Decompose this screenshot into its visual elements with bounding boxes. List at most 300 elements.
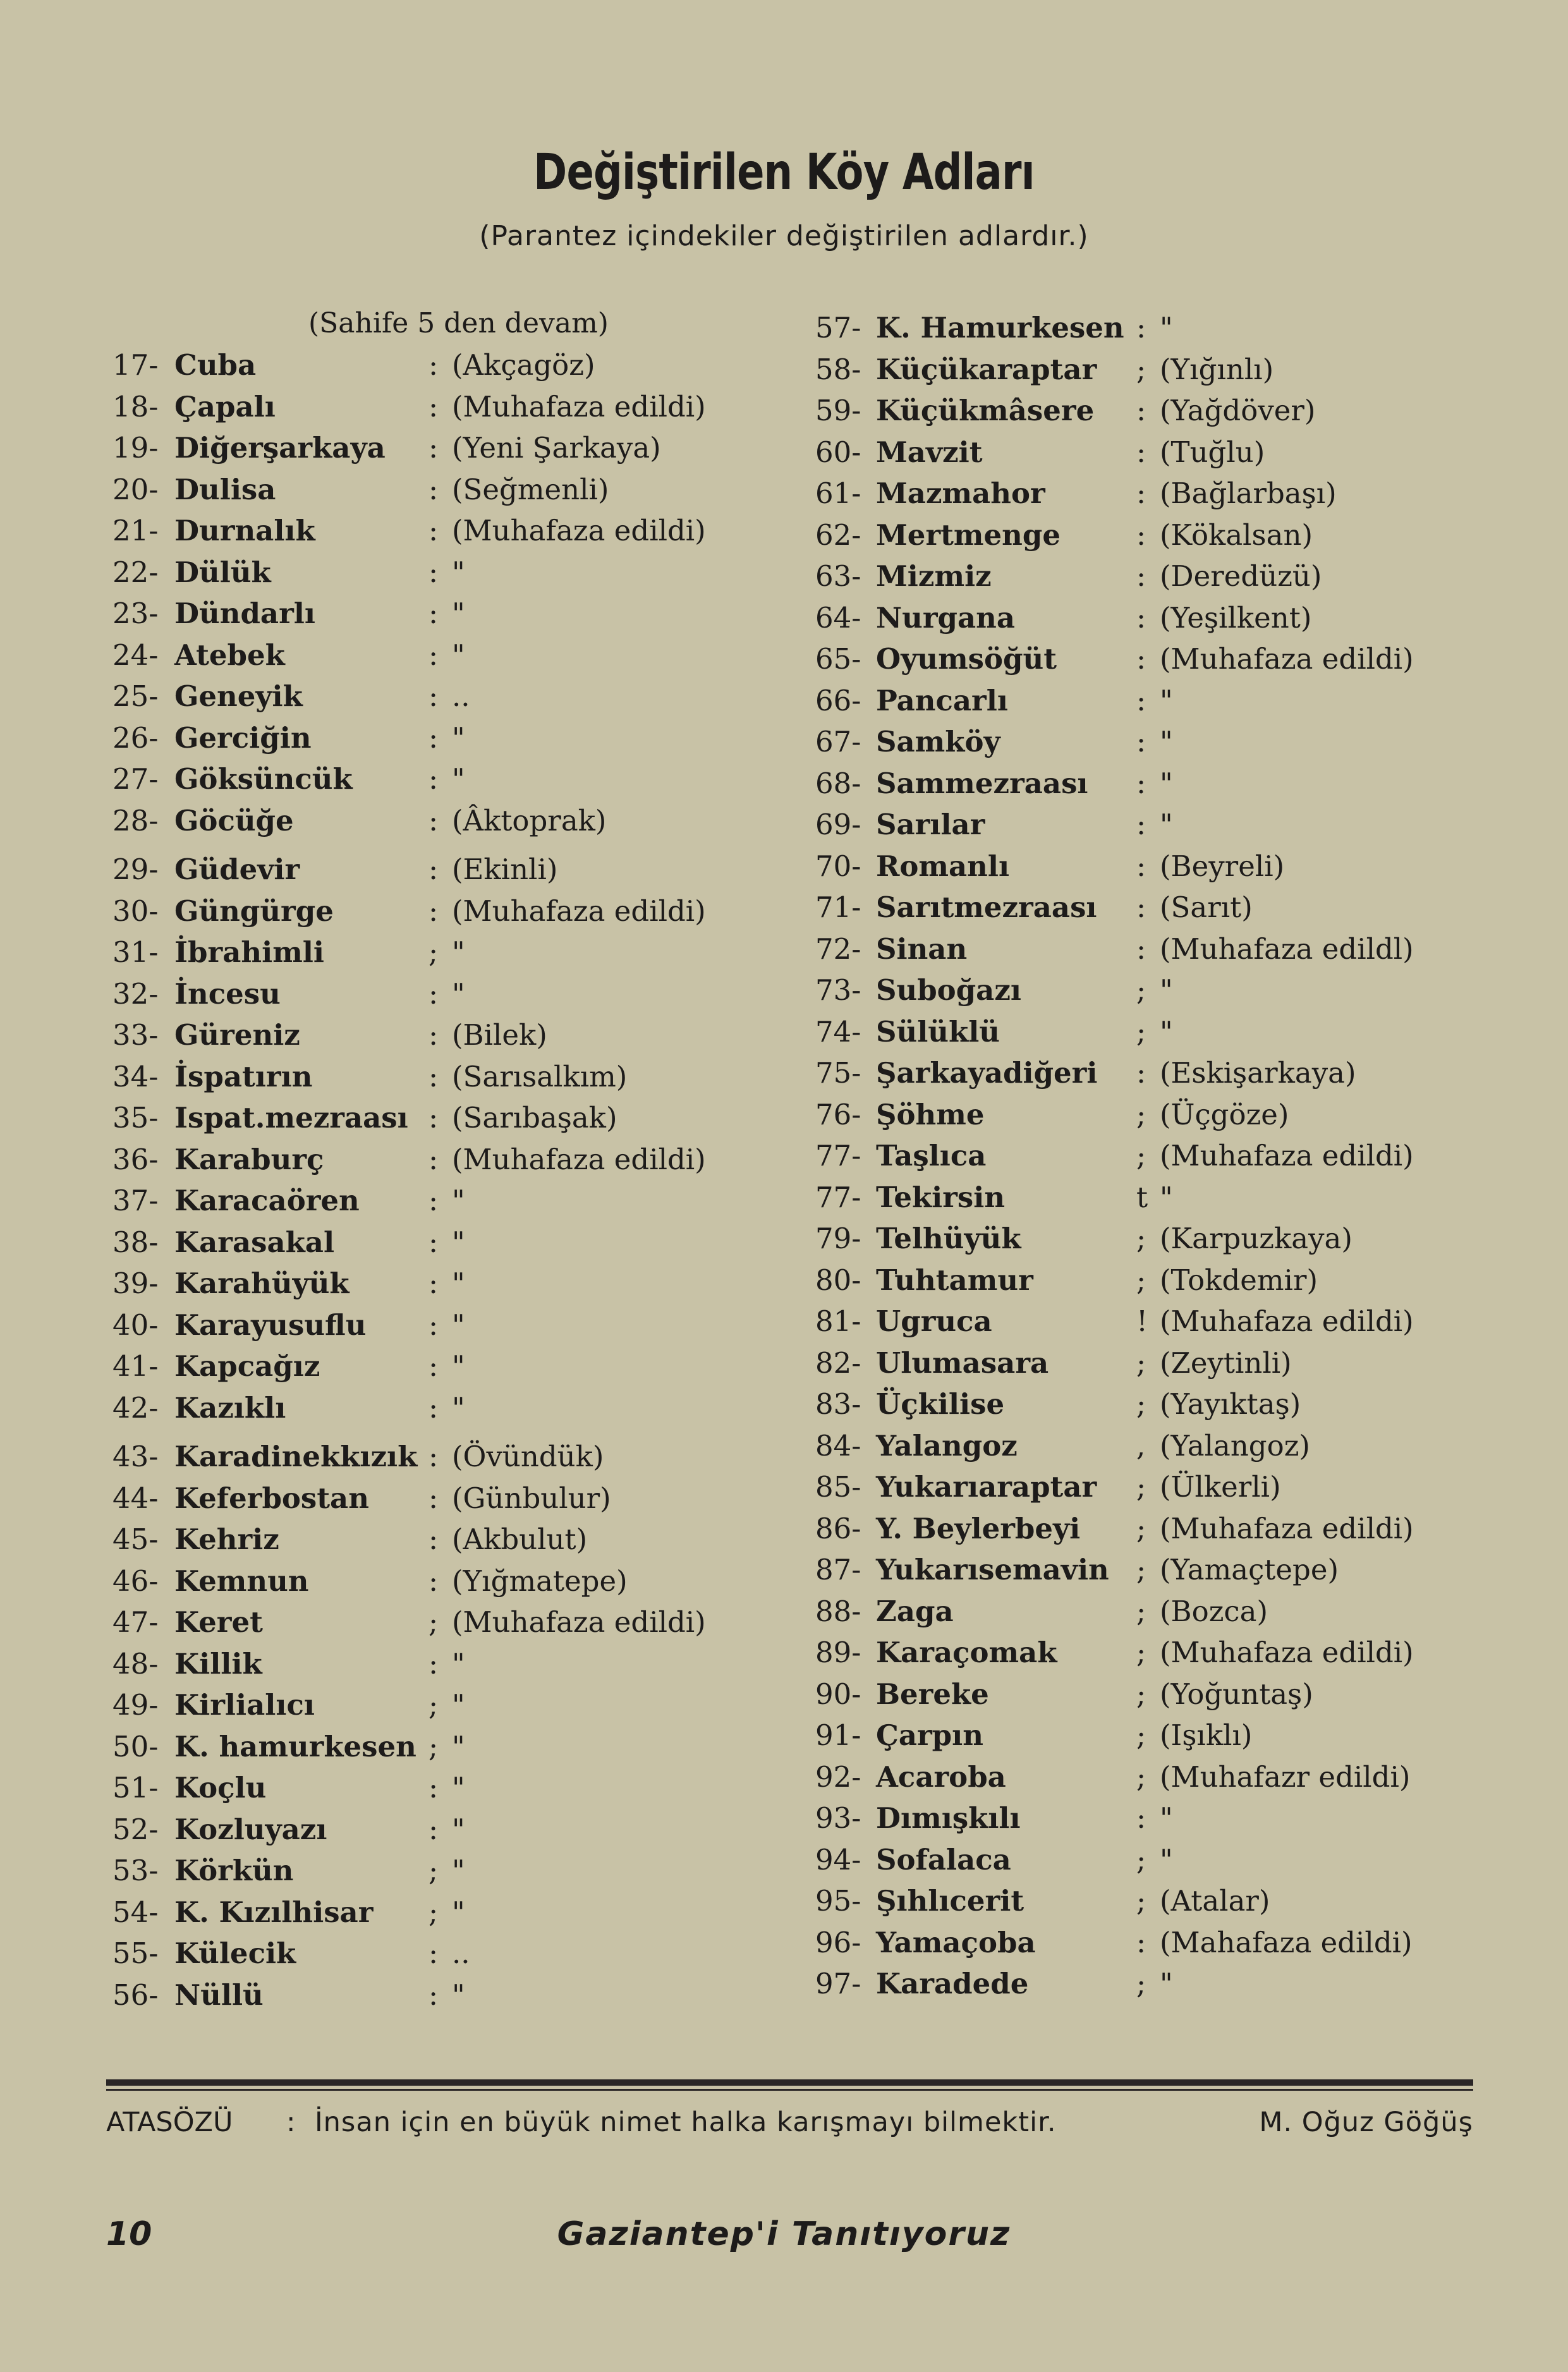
village-number: 86-: [815, 1511, 861, 1545]
village-number: 63-: [815, 559, 861, 593]
village-separator: :: [428, 1812, 439, 1846]
village-separator: :: [428, 1937, 439, 1970]
village-row: [112, 427, 776, 469]
village-new-name: ": [452, 1688, 465, 1722]
village-old-name: Külecik: [174, 1937, 296, 1970]
village-old-name: İbrahimli: [174, 935, 324, 969]
village-separator: :: [428, 1308, 439, 1342]
village-old-name: Killik: [174, 1646, 262, 1681]
village-new-name: (Mahafaza edildi): [1160, 1925, 1413, 1959]
village-separator: ;: [1136, 1346, 1146, 1380]
village-row: [112, 1809, 776, 1851]
village-old-name: Gerciğin: [174, 721, 312, 755]
village-new-name: ": [452, 1390, 465, 1425]
village-number: 77-: [815, 1180, 861, 1214]
village-separator: :: [428, 762, 439, 796]
village-separator: :: [428, 1349, 439, 1383]
village-new-name: (Yığmatepe): [452, 1564, 628, 1598]
village-new-name: (Bağlarbaşı): [1160, 477, 1337, 510]
village-number: 38-: [112, 1225, 159, 1259]
village-row: [815, 928, 1542, 970]
village-new-name: (Beyreli): [1160, 849, 1285, 883]
village-row: [815, 1674, 1542, 1715]
village-old-name: Karasakal: [174, 1225, 335, 1259]
village-old-name: Durnalık: [174, 514, 315, 547]
village-number: 18-: [112, 389, 159, 423]
divider-rule: [106, 2079, 1473, 2086]
village-row: [815, 680, 1542, 722]
village-old-name: Şöhme: [876, 1097, 985, 1131]
village-row: [815, 1218, 1542, 1260]
village-row: [112, 758, 776, 800]
village-row: [112, 510, 776, 552]
village-row: [112, 891, 776, 932]
village-number: 24-: [112, 638, 159, 672]
village-separator: :: [428, 1440, 439, 1473]
village-old-name: Karadede: [876, 1967, 1029, 2000]
village-row: [815, 1135, 1542, 1177]
village-new-name: (Akbulut): [452, 1523, 588, 1556]
village-separator: :: [428, 1267, 439, 1300]
village-number: 65-: [815, 642, 861, 676]
village-new-name: ": [1160, 311, 1173, 344]
village-new-name: ": [1160, 808, 1173, 841]
village-number: 92-: [815, 1760, 861, 1794]
village-number: 95-: [815, 1884, 861, 1918]
village-new-name: (Bozca): [1160, 1594, 1268, 1628]
village-row: [112, 1892, 776, 1933]
village-old-name: Körkün: [174, 1854, 294, 1887]
village-separator: ;: [428, 1688, 439, 1722]
village-row: [815, 307, 1542, 349]
village-number: 36-: [112, 1142, 159, 1176]
village-old-name: Kehriz: [174, 1523, 279, 1556]
village-number: 94-: [815, 1842, 861, 1876]
village-old-name: İspatırın: [174, 1059, 313, 1093]
village-row: [112, 849, 776, 891]
village-new-name: ": [452, 721, 465, 755]
proverb-author: M. Oğuz Göğüş: [1259, 2107, 1473, 2138]
village-row: [112, 1346, 776, 1387]
village-separator: :: [428, 348, 439, 382]
village-row: [112, 1560, 776, 1602]
village-number: 26-: [112, 721, 159, 755]
village-separator: ;: [428, 1605, 439, 1639]
village-number: 28-: [112, 803, 159, 837]
village-new-name: ": [1160, 973, 1173, 1007]
village-old-name: Kazıklı: [174, 1390, 286, 1425]
village-new-name: ": [452, 762, 465, 796]
village-row: [112, 1180, 776, 1222]
village-separator: ;: [1136, 1139, 1146, 1172]
village-old-name: Çarpın: [876, 1718, 983, 1752]
village-row: [112, 1305, 776, 1346]
village-new-name: ..: [452, 679, 470, 713]
village-row: [112, 1222, 776, 1263]
village-number: 83-: [815, 1387, 861, 1421]
village-row: [815, 1508, 1542, 1550]
village-new-name: (Yeşilkent): [1160, 600, 1312, 635]
village-row: [815, 473, 1542, 514]
village-row: [112, 1726, 776, 1768]
village-row: [815, 514, 1542, 556]
village-old-name: Karaçomak: [876, 1636, 1057, 1669]
village-number: 33-: [112, 1018, 159, 1052]
village-row: [112, 1097, 776, 1139]
village-old-name: Üçkilise: [876, 1387, 1005, 1421]
village-new-name: (Akçagöz): [452, 348, 595, 382]
village-row: [815, 1425, 1542, 1467]
village-old-name: Karaburç: [174, 1142, 324, 1176]
village-old-name: Sülüklü: [876, 1014, 1000, 1049]
village-new-name: (Muhafaza edildi): [452, 389, 706, 423]
village-new-name: ": [452, 976, 465, 1011]
village-new-name: (Sarıt): [1160, 891, 1253, 924]
village-number: 37-: [112, 1184, 159, 1217]
village-new-name: ": [1160, 1842, 1173, 1876]
proverb-text: İnsan için en büyük nimet halka karışmayı bilmektir.: [315, 2107, 1057, 2138]
village-row: [112, 469, 776, 511]
village-new-name: ": [452, 1225, 465, 1259]
village-row: [815, 1384, 1542, 1425]
village-number: 64-: [815, 600, 861, 635]
village-row: [112, 344, 776, 386]
village-separator: :: [428, 853, 439, 886]
village-number: 74-: [815, 1014, 861, 1049]
village-row: [112, 800, 776, 842]
village-old-name: Sofalaca: [876, 1842, 1011, 1876]
village-separator: :: [428, 1978, 439, 2012]
village-old-name: Nüllü: [174, 1978, 264, 2012]
village-separator: ;: [1136, 1884, 1146, 1918]
village-new-name: (Bilek): [452, 1018, 547, 1052]
village-old-name: Atebek: [174, 638, 285, 672]
village-separator: :: [1136, 766, 1146, 800]
village-separator: ;: [1136, 1760, 1146, 1794]
village-row: [815, 804, 1542, 846]
village-row: [815, 390, 1542, 432]
village-old-name: Koçlu: [174, 1771, 267, 1804]
village-separator: ;: [428, 1854, 439, 1887]
village-old-name: Güreniz: [174, 1018, 300, 1052]
proverb-separator: :: [286, 2107, 296, 2138]
village-separator: :: [428, 1771, 439, 1804]
village-separator: :: [428, 721, 439, 755]
village-new-name: ": [452, 1978, 465, 2012]
village-row: [815, 1011, 1542, 1053]
village-row: [815, 1839, 1542, 1881]
village-number: 57-: [815, 311, 861, 344]
village-number: 43-: [112, 1440, 159, 1473]
village-separator: :: [428, 1564, 439, 1598]
village-old-name: Kemnun: [174, 1564, 309, 1598]
village-row: [815, 432, 1542, 473]
village-new-name: (Yeni Şarkaya): [452, 431, 661, 465]
village-new-name: (Muhafaza edildi): [1160, 1139, 1414, 1172]
village-separator: :: [428, 1018, 439, 1052]
village-number: 32-: [112, 976, 159, 1011]
village-new-name: (Günbulur): [452, 1481, 611, 1515]
village-separator: :: [428, 555, 439, 589]
village-old-name: Dulisa: [174, 472, 276, 506]
village-row: [112, 1056, 776, 1098]
village-new-name: (Tokdemir): [1160, 1263, 1318, 1297]
village-separator: :: [428, 431, 439, 465]
village-row: [112, 1263, 776, 1305]
village-number: 31-: [112, 935, 159, 969]
village-number: 30-: [112, 894, 159, 928]
right-village-list: [815, 307, 1542, 2005]
page-subtitle: (Parantez içindekiler değiştirilen adlardır.): [479, 220, 1089, 252]
village-new-name: (Sarıbaşak): [452, 1101, 617, 1134]
village-new-name: (Muhafaza edildi): [452, 894, 706, 928]
village-new-name: ": [452, 935, 465, 969]
village-number: 72-: [815, 932, 861, 966]
village-number: 67-: [815, 725, 861, 758]
village-row: [815, 349, 1542, 391]
village-number: 71-: [815, 891, 861, 924]
village-separator: :: [428, 1646, 439, 1681]
village-old-name: Romanlı: [876, 849, 1010, 883]
village-separator: ;: [1136, 1511, 1146, 1545]
village-number: 42-: [112, 1390, 159, 1425]
village-old-name: Taşlıca: [876, 1139, 987, 1172]
village-row: [815, 721, 1542, 763]
village-old-name: Karacaören: [174, 1184, 360, 1217]
village-separator: :: [428, 1184, 439, 1217]
village-row: [815, 1260, 1542, 1301]
village-old-name: Ulumasara: [876, 1346, 1049, 1380]
village-old-name: Yukarısemavin: [876, 1553, 1109, 1586]
village-new-name: (Muhafaza edildi): [1160, 1636, 1414, 1669]
village-new-name: (Üçgöze): [1160, 1097, 1289, 1131]
village-row: [815, 1591, 1542, 1633]
village-number: 85-: [815, 1470, 861, 1504]
village-new-name: (Muhafaza edildi): [1160, 1305, 1414, 1338]
village-row: [815, 1797, 1542, 1839]
village-separator: ;: [1136, 1222, 1146, 1255]
village-number: 88-: [815, 1594, 861, 1628]
village-separator: :: [1136, 849, 1146, 883]
village-old-name: Dülük: [174, 555, 271, 589]
village-old-name: K. Hamurkesen: [876, 311, 1124, 344]
village-new-name: (Ekinli): [452, 853, 558, 886]
village-separator: :: [428, 472, 439, 506]
village-row: [112, 1767, 776, 1809]
village-old-name: İncesu: [174, 976, 281, 1011]
village-separator: :: [1136, 559, 1146, 593]
village-number: 70-: [815, 849, 861, 883]
village-new-name: ": [1160, 1180, 1173, 1214]
village-old-name: Ispat.mezraası: [174, 1101, 408, 1134]
village-new-name: ": [452, 1349, 465, 1383]
village-separator: :: [1136, 1056, 1146, 1090]
village-number: 66-: [815, 683, 861, 717]
village-separator: :: [1136, 683, 1146, 717]
village-number: 76-: [815, 1097, 861, 1131]
village-new-name: ": [452, 1267, 465, 1300]
village-old-name: Keret: [174, 1605, 263, 1639]
village-new-name: (Deredüzü): [1160, 559, 1322, 593]
village-number: 55-: [112, 1937, 159, 1970]
village-row: [815, 638, 1542, 680]
village-old-name: Mizmiz: [876, 559, 992, 593]
village-number: 51-: [112, 1771, 159, 1804]
village-old-name: Sarıtmezraası: [876, 891, 1097, 924]
village-separator: ;: [1136, 1553, 1146, 1586]
village-number: 77-: [815, 1139, 861, 1172]
village-row: [815, 1549, 1542, 1591]
village-new-name: ": [1160, 683, 1173, 717]
village-number: 91-: [815, 1718, 861, 1752]
village-new-name: (Yamaçtepe): [1160, 1553, 1339, 1586]
village-row: [815, 1963, 1542, 2005]
village-new-name: (Karpuzkaya): [1160, 1222, 1352, 1255]
village-old-name: Karayusuflu: [174, 1308, 367, 1342]
village-separator: :: [1136, 932, 1146, 966]
village-old-name: Acaroba: [876, 1760, 1006, 1794]
village-number: 49-: [112, 1688, 159, 1722]
village-old-name: Göksüncük: [174, 762, 353, 796]
village-row: [815, 1756, 1542, 1798]
village-new-name: ": [452, 638, 465, 672]
village-new-name: ": [452, 1771, 465, 1804]
village-row: [815, 1880, 1542, 1922]
village-separator: ;: [1136, 1677, 1146, 1711]
village-separator: :: [1136, 394, 1146, 427]
village-separator: :: [428, 1101, 439, 1134]
village-row: [112, 552, 776, 593]
proverb-label: ATASÖZÜ: [106, 2107, 233, 2138]
village-separator: :: [1136, 808, 1146, 841]
village-row: [112, 386, 776, 428]
village-number: 22-: [112, 555, 159, 589]
village-separator: :: [1136, 311, 1146, 344]
village-old-name: Güdevir: [174, 853, 300, 886]
village-row: [112, 1387, 776, 1429]
village-old-name: Kirlialıcı: [174, 1688, 315, 1722]
village-row: [112, 1436, 776, 1478]
village-row: [112, 1478, 776, 1519]
village-new-name: ": [1160, 1801, 1173, 1835]
village-separator: ;: [1136, 1842, 1146, 1876]
village-new-name: ": [452, 1308, 465, 1342]
village-old-name: Sinan: [876, 932, 968, 966]
village-new-name: (Yığınlı): [1160, 352, 1274, 386]
village-number: 20-: [112, 472, 159, 506]
village-separator: :: [428, 638, 439, 672]
village-separator: ;: [1136, 1470, 1146, 1504]
page-number: 10: [106, 2215, 152, 2253]
left-village-list: [112, 344, 776, 2016]
village-separator: !: [1136, 1305, 1148, 1338]
village-row: [815, 763, 1542, 805]
village-row: [815, 1466, 1542, 1508]
village-new-name: ": [452, 555, 465, 589]
village-old-name: Güngürge: [174, 894, 334, 928]
village-number: 87-: [815, 1553, 861, 1586]
village-separator: :: [428, 1523, 439, 1556]
village-number: 58-: [815, 352, 861, 386]
village-new-name: ": [452, 1646, 465, 1681]
village-new-name: (Muhafazr edildi): [1160, 1760, 1411, 1794]
village-old-name: Mavzit: [876, 435, 983, 469]
village-separator: :: [428, 597, 439, 630]
village-row: [112, 676, 776, 717]
village-old-name: Sarılar: [876, 808, 985, 841]
village-number: 40-: [112, 1308, 159, 1342]
village-number: 47-: [112, 1605, 159, 1639]
village-new-name: (Tuğlu): [1160, 435, 1265, 469]
village-old-name: Tuhtamur: [876, 1263, 1033, 1297]
village-row: [815, 1632, 1542, 1674]
village-row: [815, 1342, 1542, 1384]
village-separator: :: [1136, 891, 1146, 924]
village-number: 84-: [815, 1428, 861, 1463]
village-old-name: Yamaçoba: [876, 1925, 1036, 1959]
village-new-name: ": [452, 1184, 465, 1217]
village-row: [815, 1301, 1542, 1342]
village-separator: :: [1136, 725, 1146, 758]
village-separator: :: [428, 514, 439, 547]
village-row: [112, 1139, 776, 1181]
publication-title: Gaziantep'i Tanıtıyoruz: [557, 2215, 1011, 2253]
village-new-name: (Eskişarkaya): [1160, 1056, 1356, 1090]
village-old-name: Dündarlı: [174, 597, 315, 630]
village-number: 52-: [112, 1812, 159, 1846]
village-number: 73-: [815, 973, 861, 1007]
village-old-name: Zaga: [876, 1594, 954, 1628]
village-old-name: Samköy: [876, 725, 1000, 758]
village-row: [112, 1014, 776, 1056]
village-number: 53-: [112, 1854, 159, 1887]
village-number: 61-: [815, 477, 861, 510]
village-old-name: Oyumsöğüt: [876, 642, 1057, 676]
village-separator: :: [1136, 435, 1146, 469]
village-old-name: Karadinekkızık: [174, 1440, 418, 1473]
village-row: [815, 1715, 1542, 1756]
village-row: [815, 556, 1542, 597]
village-new-name: ": [1160, 1967, 1173, 2000]
village-separator: ,: [1136, 1428, 1146, 1463]
proverb: [106, 2097, 1473, 2148]
village-separator: :: [428, 1390, 439, 1425]
village-separator: ;: [1136, 1594, 1146, 1628]
village-new-name: ": [452, 1812, 465, 1846]
village-row: [112, 973, 776, 1015]
village-number: 48-: [112, 1646, 159, 1681]
village-new-name: (Âktoprak): [452, 803, 607, 837]
village-old-name: Bereke: [876, 1677, 989, 1711]
village-number: 27-: [112, 762, 159, 796]
village-number: 44-: [112, 1481, 159, 1515]
village-separator: :: [428, 894, 439, 928]
village-row: [112, 593, 776, 635]
village-number: 17-: [112, 348, 159, 382]
village-row: [112, 1602, 776, 1643]
village-number: 29-: [112, 853, 159, 886]
village-separator: ;: [428, 1895, 439, 1929]
village-new-name: (Övündük): [452, 1440, 604, 1473]
village-number: 50-: [112, 1729, 159, 1763]
village-row: [112, 1933, 776, 1974]
village-new-name: ": [1160, 1014, 1173, 1049]
village-old-name: Telhüyük: [876, 1222, 1021, 1255]
village-number: 21-: [112, 514, 159, 547]
village-separator: :: [428, 1142, 439, 1176]
village-old-name: Şarkayadiğeri: [876, 1056, 1098, 1090]
village-separator: :: [428, 1481, 439, 1515]
